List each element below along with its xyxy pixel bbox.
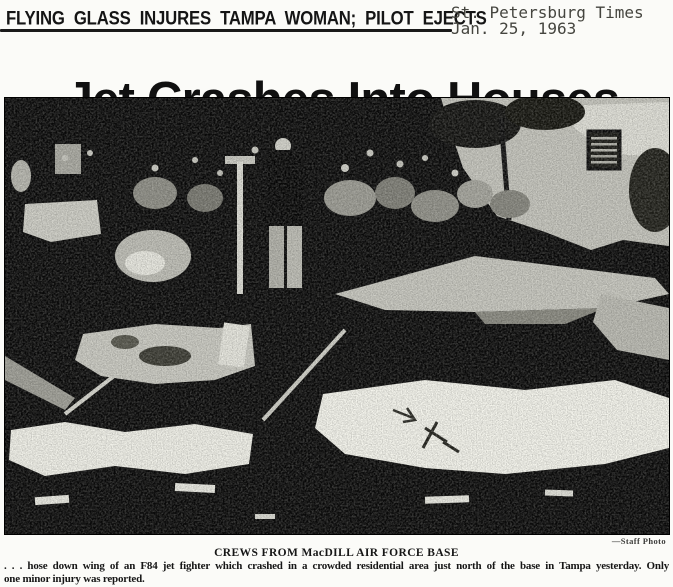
film-grain	[5, 98, 669, 534]
caption-line-2: one minor injury was reported.	[4, 572, 145, 585]
banner-headline: FLYING GLASS INJURES TAMPA WOMAN; PILOT EJECTS	[6, 7, 487, 29]
photo-caption-body	[4, 560, 669, 585]
crash-scene-illustration	[5, 98, 669, 534]
photo-credit: —Staff Photo	[611, 536, 666, 546]
source-name: St. Petersburg Times	[451, 3, 644, 22]
banner-rule	[0, 29, 452, 32]
caption-line-1: . . . hose down wing of an F84 jet fighter which crashed in a crowded residential area just north of the base in Tampa yesterday. Only	[4, 560, 669, 572]
source-date: Jan. 25, 1963	[451, 19, 577, 38]
photo-caption-title: CREWS FROM MacDILL AIR FORCE BASE	[214, 547, 459, 559]
source-credit	[451, 5, 644, 37]
crash-scene-photo	[5, 98, 669, 534]
